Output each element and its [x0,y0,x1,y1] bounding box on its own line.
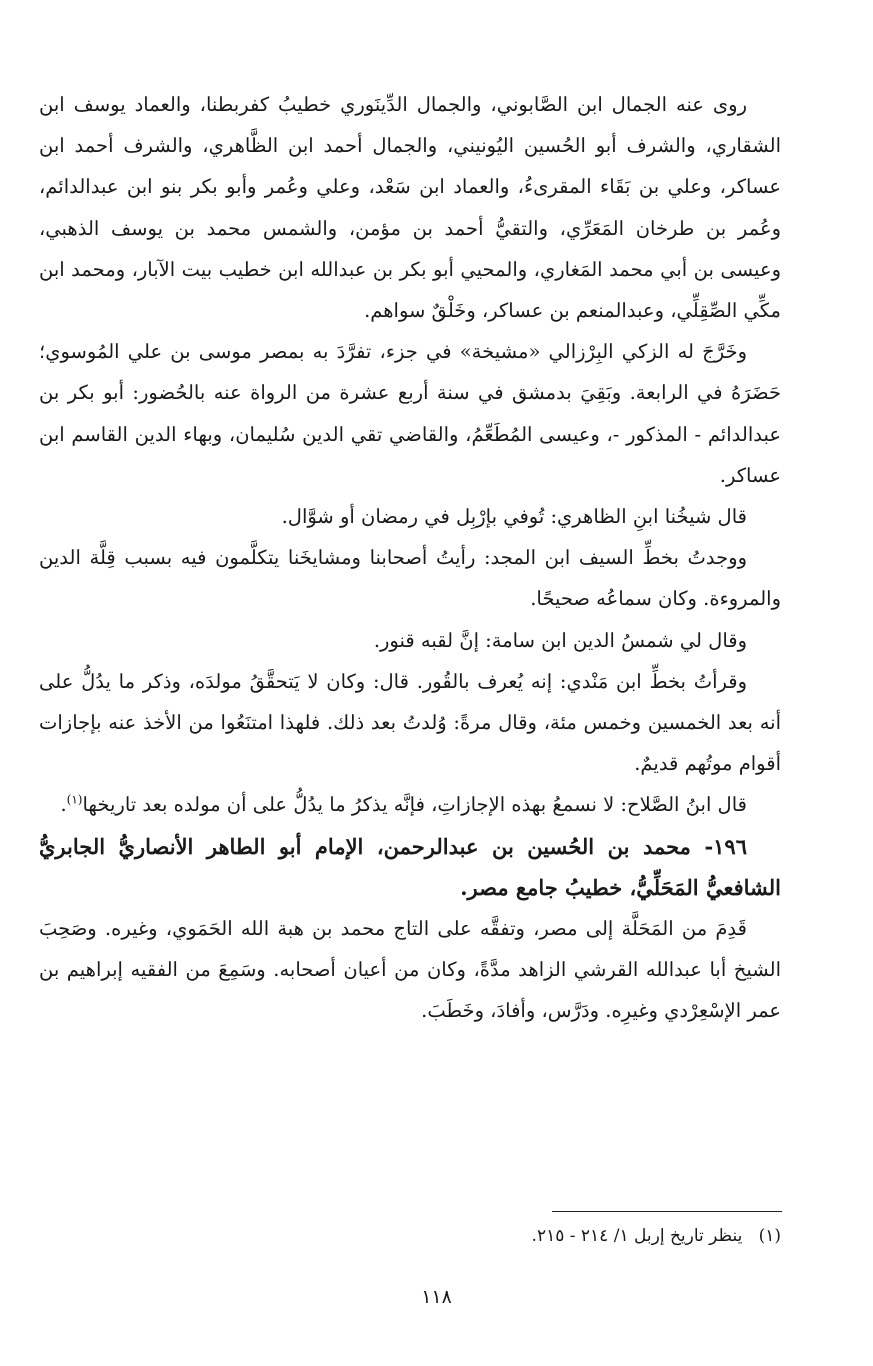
footnote-reference: (١) [66,792,83,807]
footnote-divider [552,1211,782,1212]
paragraph-ibn-mandi: وقرأتُ بخطِّ ابن مَنْدي: إنه يُعرف بالقُور. قال: وكان لا يَتحقَّقُ مولدَه، وذكر ما يدُلُّ على أنه بعد الخمسين وخمس مئة، وقال مرةً: وُلدتُ بعد ذلك. فلهذا امتنَعُوا من الأخذ عنه بإجازات أقوام موتُهم قديمٌ. [39,669,781,776]
ibn-salah-text: قال ابنُ الصَّلاح: لا نسمعُ بهذه الإجازاتِ، فإنَّه يذكرُ ما يدُلُّ على أن مولده بعد تاريخها [82,793,747,817]
entry-number: ١٩٦- [704,833,747,859]
paragraph-mashyakha: وخَرَّجَ له الزكي البِرْزالي «مشيخة» في جزء، تفرَّدَ به بمصر موسى بن علي المُوسوي؛ حَضَرَهُ في الرابعة. وبَقِيَ بدمشق في سنة أربع عشرة من الرواة عنه بالحُضور: أبو بكر بن عبدالدائم - المذكور -، وعيسى المُطَعِّمُ، والقاضي تقي الدين سُليمان، وبهاء الدين القاسم ابن عساكر. [39,340,781,487]
paragraph-ibn-majd: ووجدتُ بخطِّ السيف ابن المجد: رأيتُ أصحابنا ومشايخَنا يتكلَّمون فيه بسبب قِلَّة الدين والمروءة. وكان سماعُه صحيحًا. [39,546,781,611]
paragraph-entry-bio: قَدِمَ من المَحَلَّة إلى مصر، وتفقَّه على التاج محمد بن هبة الله الحَمَوي، وغيره. وصَحِبَ الشيخ أبا عبدالله القرشي الزاهد مدَّةً، وكان من أعيان أصحابه. وسَمِعَ من الفقيه إبراهيم بن عمر الإسْعِرْدي وغيرِه. ودَرَّس، وأفادَ، وخَطَبَ. [39,917,781,1023]
entry-heading [39,826,781,908]
paragraph-narrators: روى عنه الجمال ابن الصَّابوني، والجمال الدِّينَوري خطيبُ كفربطنا، والعماد يوسف ابن الشقاري، والشرف أبو الحُسين اليُونيني، والجمال أحمد ابن الظَّاهري، والشرف أحمد ابن عساكر، وعلي بن بَقَاء المقرىءُ، والعماد ابن سَعْد، وعلي وعُمر وأبو بكر بنو ابن عبدالدائم، وعُمر بن طرخان المَعَرِّي، والتقيُّ أحمد بن مؤمن، والشمس محمد بن يوسف الذهبي، وعيسى بن أبي محمد المَغاري، والمحيي أبو بكر بن عبدالله ابن خطيب بيت الآبار، ومحمد ابن مكِّي الصِّقِلِّي، وعبدالمنعم بن عساكر، وخَلْقٌ سواهم. [39,93,781,323]
ibn-salah-end: . [60,793,67,817]
paragraph-ibn-sama: وقال لي شمسُ الدين ابن سامة: إنَّ لقبه قنور. [373,628,747,652]
footnote-marker: (١) [758,1226,781,1246]
paragraph-ibn-salah [39,784,781,825]
entry-title: محمد بن الحُسين بن عبدالرحمن، الإمام أبو الطاهر الأنصاريُّ الجابريُّ الشافعيُّ المَحَلِّيُّ، خطيبُ جامع مصر. [39,833,781,900]
main-text [39,84,781,1032]
footnote [39,1222,781,1250]
paragraph-death: قال شيخُنا ابنِ الظاهري: تُوفي بإرْبِل في رمضان أو شوَّال. [281,505,747,529]
page-number: ١١٨ [421,1286,452,1308]
footnote-text: ينظر تاريخ إربل ١/ ٢١٤ - ٢١٥. [531,1226,743,1246]
